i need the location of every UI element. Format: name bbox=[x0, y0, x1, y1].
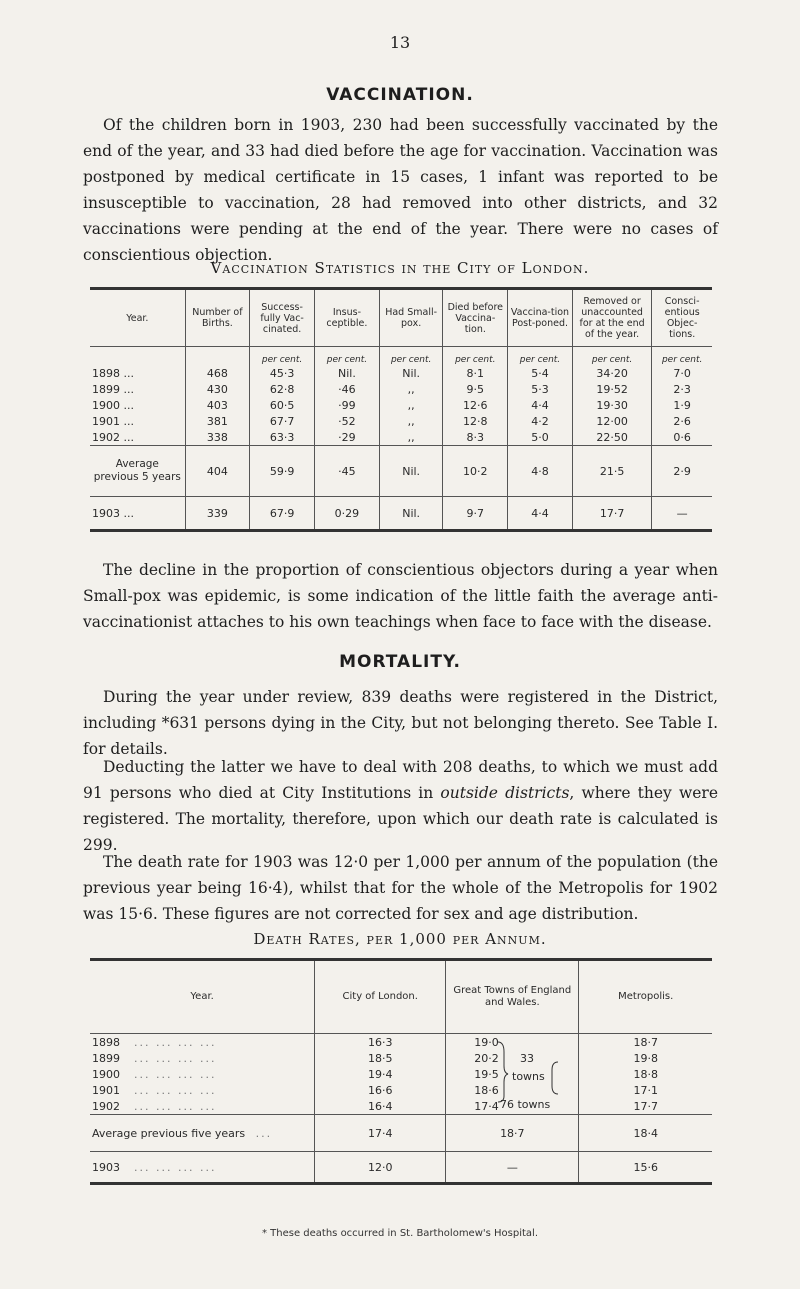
table-cell: Nil. bbox=[315, 365, 380, 381]
table-cell: Average previous five years ... bbox=[90, 1115, 315, 1152]
brace-label-towns: towns bbox=[512, 1070, 545, 1083]
table-cell: per cent. bbox=[652, 347, 712, 366]
table-cell: ,, bbox=[379, 429, 443, 446]
table-cell: 67·9 bbox=[250, 497, 315, 531]
table-row bbox=[90, 413, 712, 429]
column-header: Number of Births. bbox=[185, 289, 250, 347]
table-cell: 18·6 bbox=[446, 1082, 579, 1098]
table-cell bbox=[90, 347, 185, 366]
table-cell: 338 bbox=[185, 429, 250, 446]
table-row bbox=[90, 381, 712, 397]
table-cell: 0·29 bbox=[315, 497, 380, 531]
table-cell: 5·0 bbox=[508, 429, 573, 446]
table-cell: 1900 ... bbox=[92, 398, 134, 412]
table-cell: 1898 ... bbox=[92, 366, 134, 380]
table-header-row bbox=[90, 289, 712, 347]
table-cell: ·99 bbox=[315, 397, 380, 413]
table-cell: Nil. bbox=[379, 497, 443, 531]
table-cell: 16·4 bbox=[315, 1098, 446, 1115]
current-year-row bbox=[90, 497, 712, 531]
table-cell: 34·20 bbox=[572, 365, 652, 381]
table-cell: 15·6 bbox=[579, 1152, 712, 1184]
table-cell: 2·3 bbox=[652, 381, 712, 397]
table-cell: ·46 bbox=[315, 381, 380, 397]
table-cell: per cent. bbox=[443, 347, 508, 366]
table-cell: per cent. bbox=[315, 347, 380, 366]
table-cell: 1900 ... ... ... ... bbox=[92, 1067, 217, 1081]
table-cell: 339 bbox=[185, 497, 250, 531]
table-row bbox=[90, 429, 712, 446]
current-year-row bbox=[90, 1152, 712, 1184]
table-cell: 18·4 bbox=[579, 1115, 712, 1152]
table-cell: 403 bbox=[185, 397, 250, 413]
table-cell: 5·3 bbox=[508, 381, 573, 397]
table-cell: per cent. bbox=[250, 347, 315, 366]
mortality-paragraph-3: The death rate for 1903 was 12·0 per 1,000 per annum of the population (the previous year being 16·4), whilst that for the whole of the Metropolis for 1902 was 15·6. These figures are not corrected for sex and age distribution. bbox=[83, 853, 718, 923]
table-cell: 19·30 bbox=[572, 397, 652, 413]
brace-label-76-towns: 76 towns bbox=[500, 1098, 551, 1111]
table-cell: 12·0 bbox=[315, 1152, 446, 1184]
column-header: Great Towns of England and Wales. bbox=[446, 960, 579, 1034]
table-row bbox=[90, 397, 712, 413]
vaccination-statistics-table bbox=[90, 287, 712, 532]
column-header: Metropolis. bbox=[579, 960, 712, 1034]
table-row bbox=[90, 1066, 712, 1082]
table-cell: 60·5 bbox=[250, 397, 315, 413]
table-cell: 1902 ... bbox=[92, 430, 134, 444]
table-cell: 1898 ... ... ... ... bbox=[92, 1035, 217, 1049]
table-cell: 8·3 bbox=[443, 429, 508, 446]
table-cell: 16·6 bbox=[315, 1082, 446, 1098]
table-cell: 63·3 bbox=[250, 429, 315, 446]
table-cell: 468 bbox=[185, 365, 250, 381]
table-cell: Nil. bbox=[379, 446, 443, 497]
table-cell: per cent. bbox=[572, 347, 652, 366]
table-cell: 59·9 bbox=[250, 446, 315, 497]
table-cell: 19·0 bbox=[446, 1034, 579, 1051]
table-cell: ,, bbox=[379, 413, 443, 429]
table-cell: 4·2 bbox=[508, 413, 573, 429]
average-row bbox=[90, 446, 712, 497]
table-cell: 0·6 bbox=[652, 429, 712, 446]
average-row bbox=[90, 1115, 712, 1152]
table-cell: 1·9 bbox=[652, 397, 712, 413]
table-row bbox=[90, 1082, 712, 1098]
table-cell: — bbox=[652, 497, 712, 531]
column-header: Vaccina-tion Post-poned. bbox=[508, 289, 573, 347]
table-cell: 8·1 bbox=[443, 365, 508, 381]
table-cell: 45·3 bbox=[250, 365, 315, 381]
table-cell: 10·2 bbox=[443, 446, 508, 497]
death-rates-caption: Death Rates, per 1,000 per Annum. bbox=[253, 930, 547, 948]
death-rates-table bbox=[90, 958, 712, 1185]
table-cell: 17·4 bbox=[315, 1115, 446, 1152]
column-header: Success-fully Vac-cinated. bbox=[250, 289, 315, 347]
table-cell: ·45 bbox=[315, 446, 380, 497]
table-cell: 18·7 bbox=[579, 1034, 712, 1051]
table-cell: 19·5 bbox=[446, 1066, 579, 1082]
table-cell: 7·0 bbox=[652, 365, 712, 381]
table-cell: ·52 bbox=[315, 413, 380, 429]
unit-row bbox=[90, 347, 712, 366]
mortality-paragraph-1: During the year under review, 839 deaths were registered in the District, including *631 persons dying in the City, but not belonging thereto. See Table I. for details. bbox=[83, 688, 718, 758]
table-cell: 21·5 bbox=[572, 446, 652, 497]
table-cell: 1903 ... bbox=[90, 497, 185, 531]
column-header: Year. bbox=[90, 960, 315, 1034]
table-cell: 19·4 bbox=[315, 1066, 446, 1082]
table-cell: 1902 ... ... ... ... bbox=[92, 1099, 217, 1113]
table-cell: 5·4 bbox=[508, 365, 573, 381]
table-cell: 18·8 bbox=[579, 1066, 712, 1082]
column-header: Year. bbox=[90, 289, 185, 347]
table-cell: Nil. bbox=[379, 365, 443, 381]
table-row bbox=[90, 365, 712, 381]
column-header: Had Small-pox. bbox=[379, 289, 443, 347]
emphasis-text: outside districts bbox=[440, 784, 570, 802]
table-row bbox=[90, 1050, 712, 1066]
table-cell: ,, bbox=[379, 381, 443, 397]
great-towns-brace bbox=[496, 1040, 566, 1110]
table-cell: 67·7 bbox=[250, 413, 315, 429]
table-header-row bbox=[90, 960, 712, 1034]
table-cell: 4·4 bbox=[508, 497, 573, 531]
table-cell: 1901 ... bbox=[92, 414, 134, 428]
table-cell: 22·50 bbox=[572, 429, 652, 446]
table-cell: per cent. bbox=[379, 347, 443, 366]
table-cell: 12·00 bbox=[572, 413, 652, 429]
table-cell: ·29 bbox=[315, 429, 380, 446]
table-cell: 9·7 bbox=[443, 497, 508, 531]
table-cell: per cent. bbox=[508, 347, 573, 366]
table-cell: 9·5 bbox=[443, 381, 508, 397]
table-cell: 1899 ... bbox=[92, 382, 134, 396]
table-cell: 20·2 bbox=[446, 1050, 579, 1066]
vaccination-table-caption: Vaccination Statistics in the City of London. bbox=[210, 259, 590, 277]
footnote: * These deaths occurred in St. Bartholomew's Hospital. bbox=[261, 1228, 539, 1239]
table-cell: 19·8 bbox=[579, 1050, 712, 1066]
mortality-paragraph-2: Deducting the latter we have to deal with 208 deaths, to which we must add 91 persons who died at City Institutions in outside districts, where they were registered. The mortality, therefore, upon which our death rate is calculated is 299. bbox=[83, 758, 718, 854]
table-cell: Average previous 5 years bbox=[90, 446, 185, 497]
table-cell: 4·4 bbox=[508, 397, 573, 413]
vaccination-heading: VACCINATION. bbox=[326, 85, 474, 105]
brace-label-33: 33 bbox=[520, 1052, 534, 1065]
table-cell: 4·8 bbox=[508, 446, 573, 497]
table-cell: 18·5 bbox=[315, 1050, 446, 1066]
table-cell: 17·7 bbox=[572, 497, 652, 531]
column-header: Removed or unaccounted for at the end of the year. bbox=[572, 289, 652, 347]
column-header: City of London. bbox=[315, 960, 446, 1034]
closing-paragraph: The decline in the proportion of conscientious objectors during a year when Small-pox was epidemic, is some indication of the little faith the average anti-vaccinationist attaches to his own teachings when face to face with the disease. bbox=[83, 561, 718, 631]
table-cell: 1903 ... ... ... ... bbox=[90, 1152, 315, 1184]
table-cell: 19·52 bbox=[572, 381, 652, 397]
table-cell: 2·9 bbox=[652, 446, 712, 497]
table-cell: 17·4 bbox=[446, 1098, 579, 1115]
table-cell: 17·1 bbox=[579, 1082, 712, 1098]
table-cell: — bbox=[446, 1152, 579, 1184]
table-cell: 62·8 bbox=[250, 381, 315, 397]
table-row bbox=[90, 1034, 712, 1051]
column-header: Insus-ceptible. bbox=[315, 289, 380, 347]
page-number: 13 bbox=[389, 33, 411, 52]
table-cell: 16·3 bbox=[315, 1034, 446, 1051]
vaccination-paragraph: Of the children born in 1903, 230 had been successfully vaccinated by the end of the year, and 33 had died before the age for vaccination. Vaccination was postponed by medical certificate in 15 cases, 1 infant was reported to be insusceptible to vaccination, 28 had removed into other districts, and 32 vaccinations were pending at the end of the year. There were no cases of conscientious objection. bbox=[83, 116, 718, 264]
table-cell: 12·8 bbox=[443, 413, 508, 429]
column-header: Consci-entious Objec-tions. bbox=[652, 289, 712, 347]
table-cell: 12·6 bbox=[443, 397, 508, 413]
table-cell: 1901 ... ... ... ... bbox=[92, 1083, 217, 1097]
table-cell: 404 bbox=[185, 446, 250, 497]
table-cell: 430 bbox=[185, 381, 250, 397]
table-cell: ,, bbox=[379, 397, 443, 413]
table-row bbox=[90, 1098, 712, 1115]
table-cell: 18·7 bbox=[446, 1115, 579, 1152]
table-cell: 381 bbox=[185, 413, 250, 429]
column-header: Died before Vaccina-tion. bbox=[443, 289, 508, 347]
table-cell: 2·6 bbox=[652, 413, 712, 429]
table-cell bbox=[185, 347, 250, 366]
mortality-heading: MORTALITY. bbox=[339, 652, 461, 672]
table-cell: 1899 ... ... ... ... bbox=[92, 1051, 217, 1065]
table-cell: 17·7 bbox=[579, 1098, 712, 1115]
